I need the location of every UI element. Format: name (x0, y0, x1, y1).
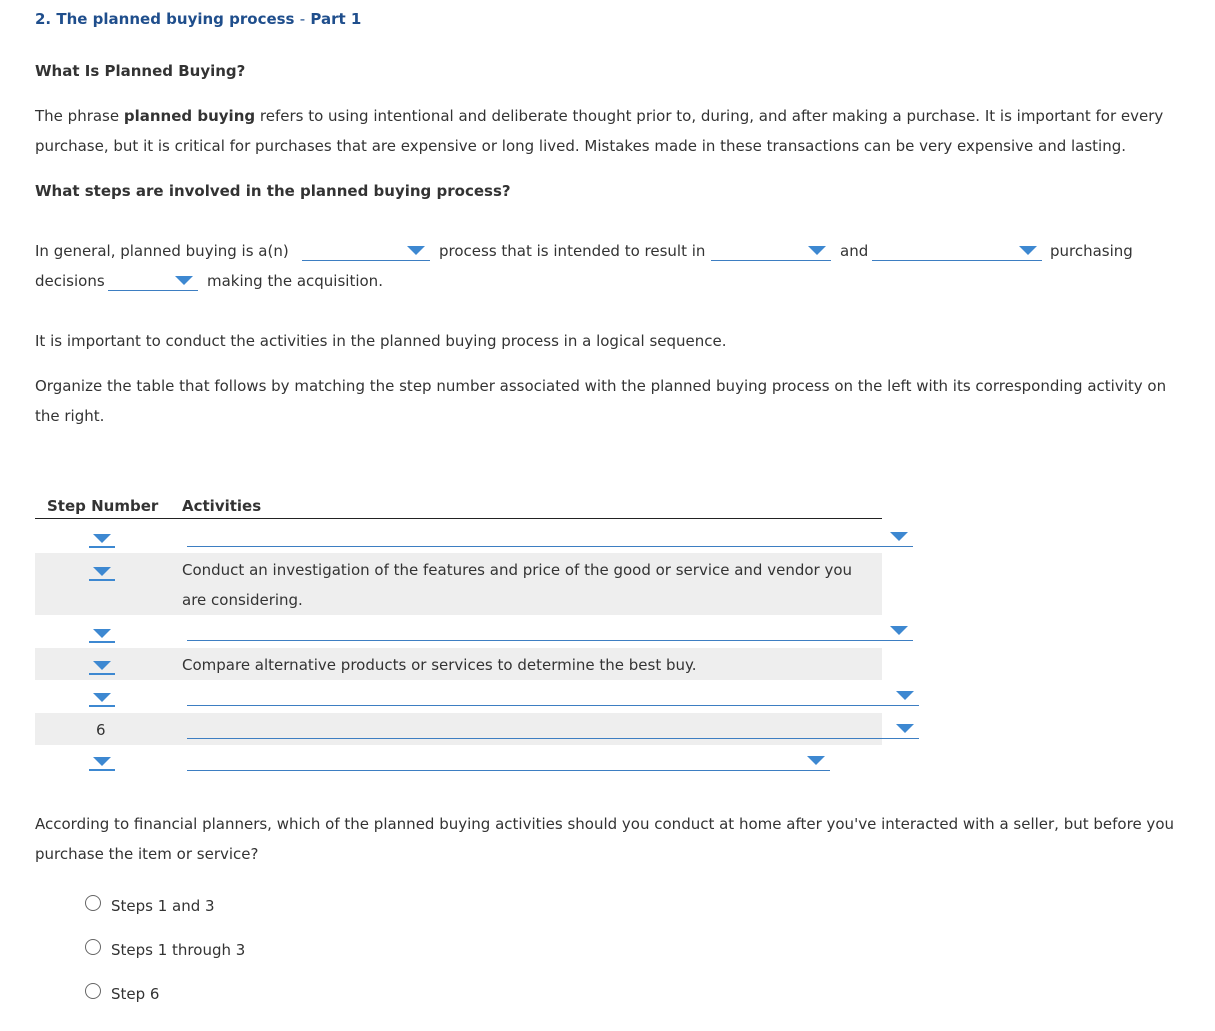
activity-text-line1: Conduct an investigation of the features and price of the good or service and vendor you (182, 561, 853, 579)
intro-paragraph-line1 (35, 101, 1163, 131)
column-header-step: Step Number (47, 497, 159, 515)
select-underline (89, 673, 115, 675)
column-header-activities: Activities (182, 497, 262, 515)
fill-text-6: making the acquisition. (207, 272, 383, 290)
intro-p1-post: refers to using intentional and deliberate thought prior to, during, and after making a purchase. It is important for every (255, 107, 1164, 125)
question2-line1: According to financial planners, which of the planned buying activities should you conduct at home after you've interacted with a seller, but before you (35, 815, 1174, 833)
title-separator: - (299, 10, 306, 28)
fill-text-3: and (840, 242, 869, 260)
organize-paragraph-line2: the right. (35, 407, 105, 425)
chevron-down-icon (407, 246, 425, 255)
dropdown-result-2[interactable] (872, 240, 1042, 261)
fill-text-2: process that is intended to result in (439, 242, 706, 260)
steps-question: What steps are involved in the planned buying process? (35, 182, 511, 200)
select-underline (89, 641, 115, 643)
select-underline (89, 705, 115, 707)
chevron-down-icon (93, 661, 111, 670)
dropdown-timing[interactable] (108, 270, 198, 291)
dropdown-result-1[interactable] (711, 240, 831, 261)
chevron-down-icon (807, 756, 825, 765)
step-number-select[interactable] (89, 530, 115, 548)
fill-text-4: purchasing (1050, 242, 1133, 260)
select-underline (89, 546, 115, 548)
question2-line2: purchase the item or service? (35, 845, 259, 863)
option-label-3[interactable]: Step 6 (111, 985, 160, 1003)
header-divider (35, 518, 882, 519)
fill-text-1: In general, planned buying is a(n) (35, 242, 289, 260)
sequence-paragraph: It is important to conduct the activities in the planned buying process in a logical sequence. (35, 332, 727, 350)
chevron-down-icon (890, 532, 908, 541)
intro-heading: What Is Planned Buying? (35, 62, 246, 80)
select-underline (89, 769, 115, 771)
step-number-select[interactable] (89, 689, 115, 707)
title-part: Part 1 (310, 10, 362, 28)
chevron-down-icon (1019, 246, 1037, 255)
step-number-select[interactable] (89, 753, 115, 771)
intro-p1-bold: planned buying (123, 107, 256, 125)
step-number-select[interactable] (89, 625, 115, 643)
intro-paragraph-line2: purchase, but it is critical for purchases that are expensive or long lived. Mistakes made in these transactions can be very expensive and lasting. (35, 137, 1127, 155)
intro-p1-pre: The phrase (35, 107, 124, 125)
activity-select[interactable] (187, 718, 919, 739)
activity-select[interactable] (187, 685, 919, 706)
chevron-down-icon (93, 629, 111, 638)
dropdown-process-type[interactable] (302, 240, 430, 261)
radio-option-1[interactable] (85, 895, 101, 911)
chevron-down-icon (93, 534, 111, 543)
chevron-down-icon (93, 693, 111, 702)
option-label-1[interactable]: Steps 1 and 3 (111, 897, 215, 915)
radio-option-2[interactable] (85, 939, 101, 955)
step-number-select[interactable] (89, 563, 115, 581)
activity-select[interactable] (187, 750, 830, 771)
chevron-down-icon (93, 757, 111, 766)
activity-text: Compare alternative products or services to determine the best buy. (182, 656, 697, 674)
chevron-down-icon (808, 246, 826, 255)
activity-select[interactable] (187, 526, 913, 547)
select-underline (89, 579, 115, 581)
chevron-down-icon (175, 276, 193, 285)
chevron-down-icon (93, 567, 111, 576)
organize-paragraph-line1: Organize the table that follows by matching the step number associated with the planned buying process on the left with its corresponding activity on (35, 377, 1167, 395)
page-title (35, 10, 361, 28)
activity-select[interactable] (187, 620, 913, 641)
step-number-value: 6 (96, 721, 106, 739)
chevron-down-icon (896, 691, 914, 700)
radio-option-3[interactable] (85, 983, 101, 999)
chevron-down-icon (890, 626, 908, 635)
step-number-select[interactable] (89, 657, 115, 675)
activity-text-line2: are considering. (182, 591, 303, 609)
chevron-down-icon (896, 724, 914, 733)
title-main: 2. The planned buying process (35, 10, 295, 28)
fill-text-5: decisions (35, 272, 105, 290)
option-label-2[interactable]: Steps 1 through 3 (111, 941, 246, 959)
